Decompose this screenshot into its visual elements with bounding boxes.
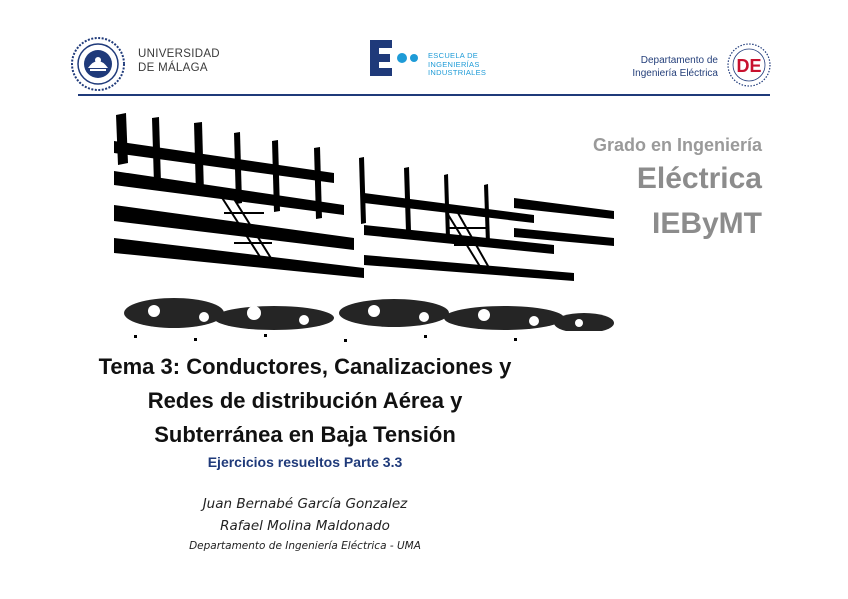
course-code: IEByMT xyxy=(651,207,762,240)
document-subtitle: Ejercicios resueltos Parte 3.3 xyxy=(207,454,403,470)
degree-name: Eléctrica xyxy=(636,162,762,195)
degree-label: Grado en Ingeniería xyxy=(592,135,762,155)
university-name-line1: UNIVERSIDAD xyxy=(138,48,220,60)
department-seal-logo xyxy=(726,42,772,88)
university-name xyxy=(138,47,220,75)
school-name-line2: INGENIERÍAS xyxy=(428,59,480,69)
school-name-line3: INDUSTRIALES xyxy=(428,68,487,77)
header-divider xyxy=(78,94,770,96)
department-name-line1: Departamento de xyxy=(640,55,718,66)
author-department: Departamento de Ingeniería Eléctrica - UMA xyxy=(189,540,421,552)
university-name-line2: DE MÁLAGA xyxy=(138,62,208,74)
title-line2: Redes de distribución Aérea y xyxy=(147,388,463,413)
department-name xyxy=(626,54,718,80)
title-line1: Tema 3: Conductores, Canalizaciones y xyxy=(98,354,512,379)
school-name xyxy=(428,52,486,78)
school-name-line1: ESCUELA DE xyxy=(428,51,479,60)
author-2: Rafael Molina Maldonado xyxy=(220,518,390,534)
document-title xyxy=(60,350,550,452)
title-line3: Subterránea en Baja Tensión xyxy=(154,422,456,447)
department-name-line2: Ingeniería Eléctrica xyxy=(632,68,718,79)
author-1: Juan Bernabé García Gonzalez xyxy=(202,496,408,512)
department-seal-letters: DE xyxy=(736,56,762,76)
school-logo xyxy=(368,38,418,78)
university-seal-logo xyxy=(70,36,126,92)
